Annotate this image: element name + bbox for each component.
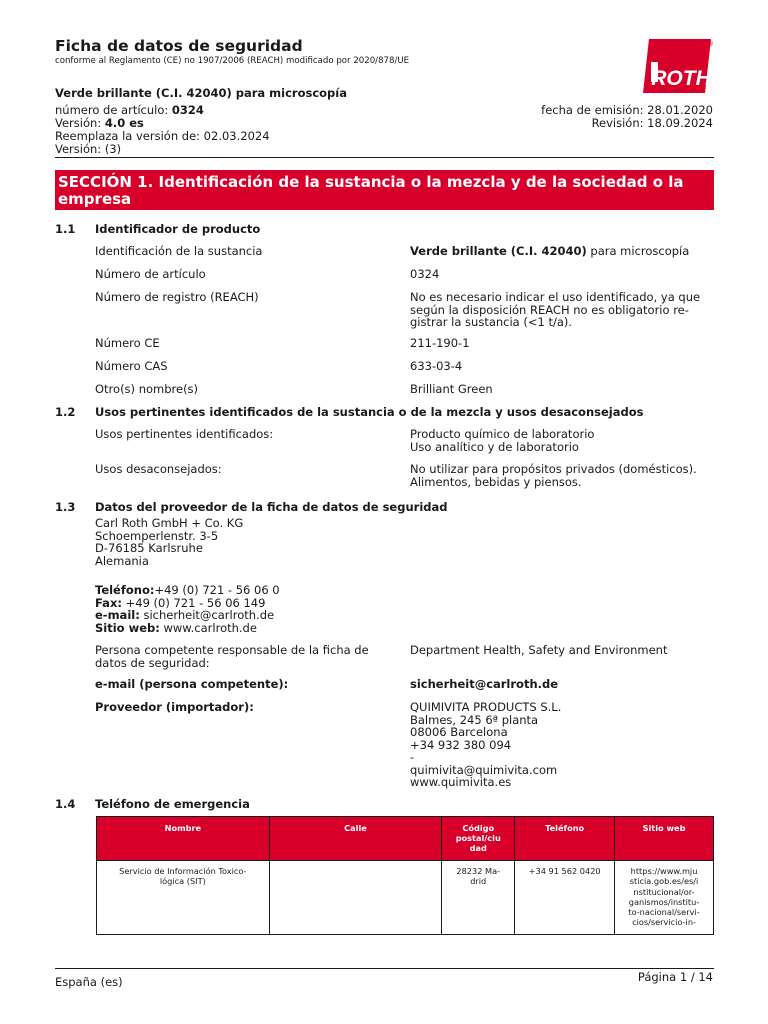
issue-date: fecha de emisión: 28.01.2020 [541, 103, 713, 117]
label-importer: Proveedor (importador): [95, 700, 254, 714]
cell-street [269, 861, 442, 935]
table-header-row [97, 817, 714, 861]
column-header-name: Nombre [97, 817, 270, 861]
column-header-phone: Teléfono [515, 817, 615, 861]
article-number: 0324 [171, 103, 204, 117]
value-cas-number: 633-03-4 [410, 359, 463, 373]
column-header-website: Sitio web [615, 817, 714, 861]
cell-phone: +34 91 562 0420 [515, 861, 615, 935]
cell-postal-city: 28232 Ma- drid [442, 861, 515, 935]
version-number: 4.0 es [104, 116, 144, 130]
document-meta-left: número de artículo: 0324 Versión: 4.0 es Reemplaza la versión de: 02.03.2024 Versión: (3) [55, 103, 270, 156]
value-reach-number: No es necesario indicar el uso identificado, ya que según la disposición REACH no es obligatorio re- gistrar la sustancia (<1 t/a). [410, 290, 701, 329]
column-header-street: Calle [269, 817, 442, 861]
table-row [97, 861, 714, 935]
replaces-version: Reemplaza la versión de: 02.03.2024 [55, 129, 270, 143]
supplier-fax: +49 (0) 721 - 56 06 149 [121, 595, 266, 610]
registered-mark: ® [707, 40, 714, 48]
label-substance-id: Identificación de la sustancia [95, 244, 263, 258]
page-number: Página 1 / 14 [637, 970, 713, 984]
supplier-contacts: Teléfono:+49 (0) 721 - 56 06 0 Fax: +49 (0) 721 - 56 06 149 e-mail: sicherheit@carlroth.de Sitio web: www.carlroth.de [95, 583, 280, 635]
document-title: Ficha de datos de seguridad [55, 37, 303, 55]
footer-country: España (es) [55, 975, 123, 989]
regulation-subtitle: conforme al Reglamento (CE) no 1907/2006 (REACH) modificado por 2020/878/UE [55, 56, 410, 66]
value-other-names: Brilliant Green [410, 382, 493, 396]
label-identified-uses: Usos pertinentes identificados: [95, 427, 274, 441]
label-cas-number: Número CAS [95, 359, 168, 373]
supplier-phone: +49 (0) 721 - 56 06 0 [154, 583, 280, 597]
value-competent-email[interactable]: sicherheit@carlroth.de [410, 677, 559, 691]
supplier-website[interactable]: www.carlroth.de [159, 620, 257, 635]
revision-date: Revisión: 18.09.2024 [591, 116, 713, 130]
label-competent-email: e-mail (persona competente): [95, 677, 289, 691]
label-article-number: Número de artículo [95, 267, 206, 281]
logo-text: ROTH [651, 67, 711, 90]
label-ec-number: Número CE [95, 336, 160, 350]
footer-divider [55, 968, 714, 969]
value-article-number: 0324 [410, 267, 440, 281]
header-divider [55, 157, 714, 158]
value-competent-person: Department Health, Safety and Environment [410, 643, 668, 657]
label-competent-person: Persona competente responsable de la ficha de datos de seguridad: [95, 643, 369, 670]
value-uses-advised-against: No utilizar para propósitos privados (domésticos). Alimentos, bebidas y piensos. [410, 462, 697, 489]
section-1-banner: SECCIÓN 1. Identificación de la sustancia o la mezcla y de la sociedad o la empresa [55, 170, 714, 210]
emergency-phone-table [96, 816, 714, 935]
supplier-address: Carl Roth GmbH + Co. KG Schoemperlenstr. 3-5 D-76185 Karlsruhe Alemania [95, 516, 244, 568]
cell-name: Servicio de Información Toxico- lógica (SIT) [97, 861, 270, 935]
cell-website[interactable]: https://www.mju sticia.gob.es/es/i nstitucional/or- ganismos/institu- to-nacional/servi- cios/servicio-in- [615, 861, 714, 935]
label-reach-number: Número de registro (REACH) [95, 290, 259, 304]
roth-logo [641, 37, 713, 95]
value-identified-uses: Producto químico de laboratorio Uso analítico y de laboratorio [410, 427, 595, 454]
document-meta-right [541, 104, 713, 130]
label-uses-advised-against: Usos desaconsejados: [95, 462, 222, 476]
supplier-email[interactable]: sicherheit@carlroth.de [139, 608, 275, 622]
value-ec-number: 211-190-1 [410, 336, 470, 350]
value-importer: QUIMIVITA PRODUCTS S.L. Balmes, 245 6ª planta 08006 Barcelona +34 932 380 094 - quimivita@quimivita.com www.quimivita.es [410, 700, 562, 789]
previous-version: Versión: (3) [55, 142, 122, 156]
value-substance-id: Verde brillante (C.I. 42040) para microscopía [410, 244, 690, 258]
label-other-names: Otro(s) nombre(s) [95, 382, 199, 396]
product-name: Verde brillante (C.I. 42040) para microscopía [55, 86, 347, 100]
column-header-postal-city: Código postal/ciu dad [442, 817, 515, 861]
